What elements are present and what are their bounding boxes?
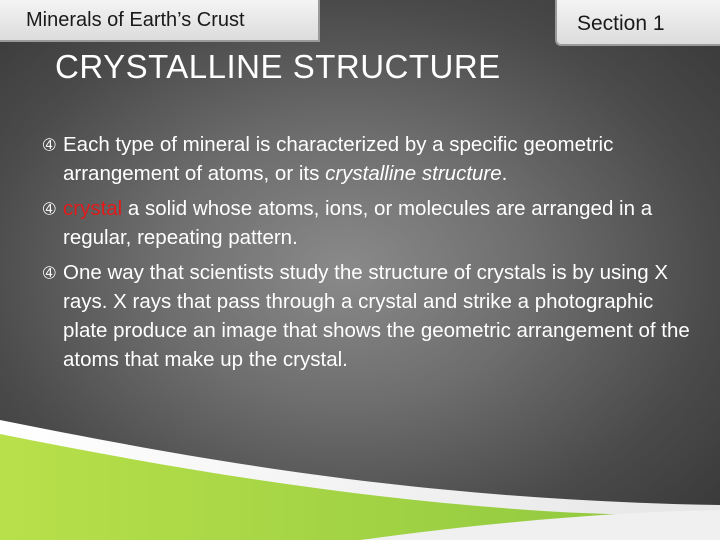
- circled-arrow-icon: ➃: [43, 265, 56, 282]
- slide-title: CRYSTALLINE STRUCTURE: [55, 48, 501, 85]
- bullet-item: [40, 258, 700, 374]
- course-title: Minerals of Earth’s Crust: [26, 9, 245, 31]
- vocabulary-term: crystal: [63, 197, 123, 220]
- section-label: Section 1: [577, 12, 665, 35]
- circled-arrow-icon: ➃: [43, 201, 56, 218]
- bullet-text-end: .: [501, 162, 508, 185]
- bullet-text: One way that scientists study the structure of crystals is by using X rays. X rays that pass through a crystal and strike a photographic plate produce an image that shows the geometric arrangement of the atoms that make up the crystal.: [63, 261, 690, 371]
- circled-arrow-icon: ➃: [43, 137, 56, 154]
- bullet-item: [40, 194, 700, 252]
- bullet-definition: a solid whose atoms, ions, or molecules are arranged in a regular, repeating pattern.: [63, 197, 653, 249]
- bullet-italic-term: crystalline structure: [325, 162, 502, 185]
- header-bar: [0, 0, 720, 44]
- bullet-list: [40, 130, 700, 380]
- bullet-text: Each type of mineral is characterized by a specific geometric arrangement of atoms, or its: [63, 133, 614, 185]
- bullet-item: [40, 130, 700, 188]
- footer-wave-decoration: [0, 420, 720, 540]
